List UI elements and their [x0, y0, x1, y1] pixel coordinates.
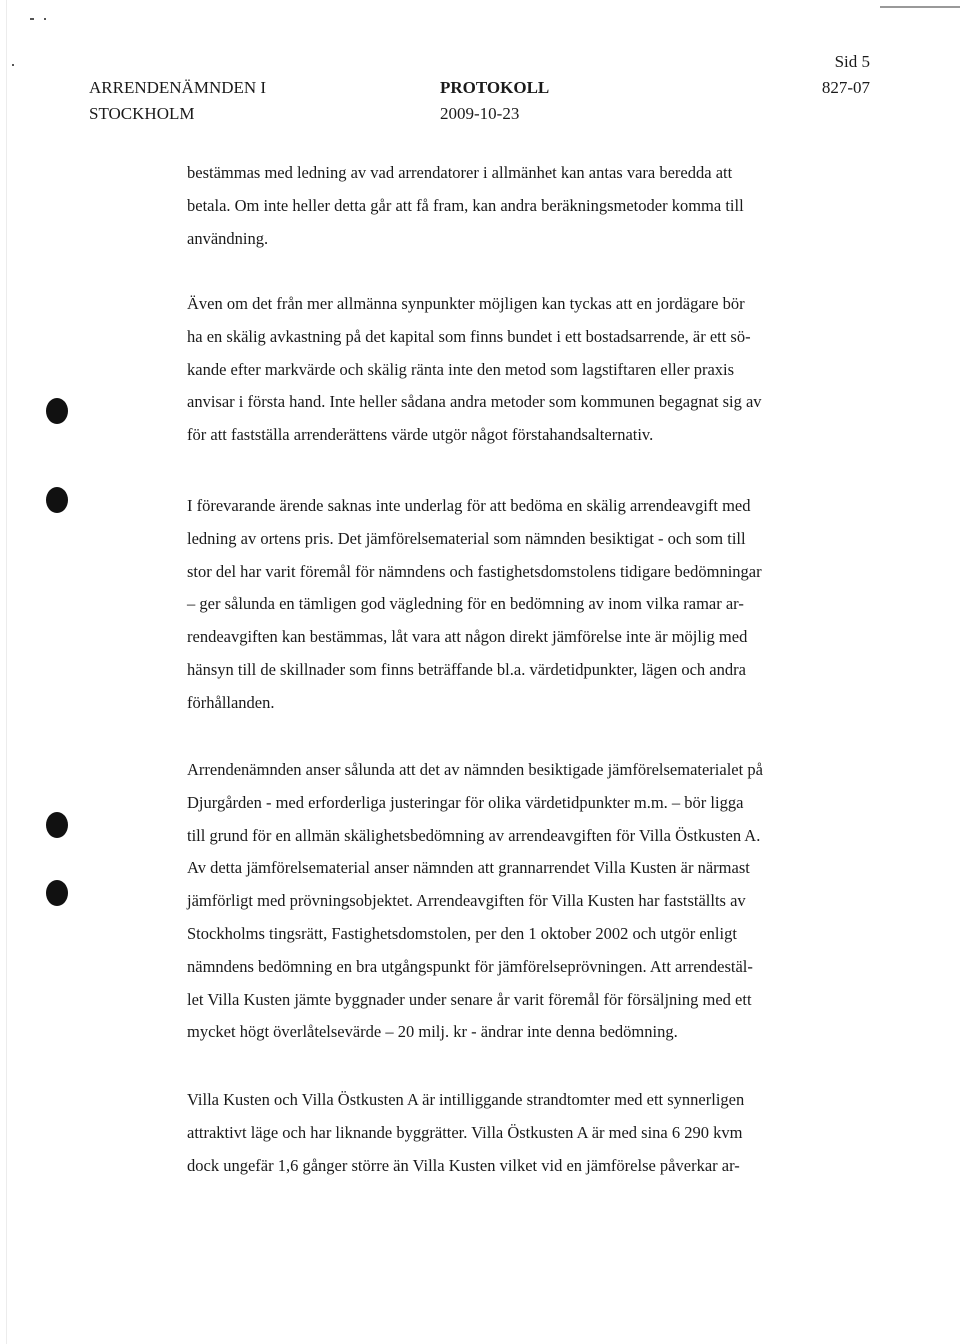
scan-speck [12, 64, 14, 66]
header-protocol [440, 75, 549, 127]
text-line: för att fastställa arrenderättens värde utgör något förstahandsalternativ. [187, 425, 654, 445]
text-line: Av detta jämförelsematerial anser nämnden att grannarrendet Villa Kusten är närmast [187, 858, 750, 878]
text-line: bestämmas med ledning av vad arrendatorer i allmänhet kan antas vara beredda att [187, 163, 733, 182]
header-org-line2: STOCKHOLM [89, 104, 195, 123]
header-org-line1: ARRENDENÄMNDEN I [89, 78, 267, 97]
paragraph [187, 754, 847, 1049]
header-doc-type: PROTOKOLL [440, 78, 550, 97]
paragraph [187, 157, 847, 255]
text-line: Arrendenämnden anser sålunda att det av nämnden besiktigade jämförelsematerialet på [187, 760, 763, 779]
text-line: användning. [187, 228, 269, 248]
text-line: stor del har varit föremål för nämndens och fastighetsdomstolens tidigare bedömningar [187, 561, 762, 581]
text-line: dock ungefär 1,6 gånger större än Villa Kusten vilket vid en jämförelse påverkar ar- [187, 1155, 740, 1175]
text-line: attraktivt läge och har liknande byggrätter. Villa Östkusten A är med sina 6 290 kvm [187, 1122, 743, 1142]
header-page-info [808, 49, 870, 101]
header-page-label: Sid 5 [834, 52, 870, 71]
text-line: anvisar i första hand. Inte heller sådana andra metoder som kommunen begagnat sig av [187, 392, 762, 412]
paragraph [187, 490, 847, 720]
punch-hole [46, 880, 68, 906]
text-line: förhållanden. [187, 692, 275, 712]
text-line: rendeavgiften kan bestämmas, låt vara att någon direkt jämförelse inte är möjlig med [187, 627, 748, 647]
paragraph [187, 1084, 847, 1182]
punch-hole [46, 398, 68, 424]
scan-edge [6, 0, 7, 1344]
text-line: kande efter markvärde och skälig ränta inte den metod som lagstiftaren eller praxis [187, 359, 735, 379]
text-line: ha en skälig avkastning på det kapital som finns bundet i ett bostadsarrende, är ett sö- [187, 326, 751, 346]
text-line: let Villa Kusten jämte byggnader under senare år varit föremål för försäljning med ett [187, 989, 752, 1009]
text-line: Djurgården - med erforderliga justeringar för olika värdetidpunkter m.m. – bör ligga [187, 792, 744, 812]
text-line: I förevarande ärende saknas inte underlag för att bedöma en skälig arrendeavgift med [187, 496, 751, 515]
punch-hole [46, 812, 68, 838]
header-date: 2009-10-23 [440, 104, 520, 123]
text-line: – ger sålunda en tämligen god vägledning för en bedömning av inom vilka ramar ar- [187, 594, 744, 614]
scan-speck [44, 18, 46, 20]
scan-artifact-line [880, 6, 960, 8]
punch-hole [46, 487, 68, 513]
text-line: ledning av ortens pris. Det jämförelsematerial som nämnden besiktigat - och som till [187, 528, 746, 548]
text-line: till grund för en allmän skälighetsbedömning av arrendeavgiften för Villa Östkusten A. [187, 825, 761, 845]
header-organization [89, 75, 266, 127]
text-line: jämförligt med prövningsobjektet. Arrendeavgiften för Villa Kusten har fastställts av [187, 891, 746, 911]
text-line: Stockholms tingsrätt, Fastighetsdomstolen, per den 1 oktober 2002 och utgör enligt [187, 923, 737, 943]
text-line: Även om det från mer allmänna synpunkter möjligen kan tyckas att en jordägare bör [187, 294, 745, 313]
text-line: mycket högt överlåtelsevärde – 20 milj. kr - ändrar inte denna bedömning. [187, 1022, 678, 1042]
text-line: betala. Om inte heller detta går att få fram, kan andra beräkningsmetoder komma till [187, 195, 744, 215]
text-line: nämndens bedömning en bra utgångspunkt för jämförelseprövningen. Att arrendestäl- [187, 956, 753, 976]
paragraph [187, 288, 847, 452]
text-line: Villa Kusten och Villa Östkusten A är intilliggande strandtomter med ett synnerligen [187, 1090, 745, 1109]
header-case-number: 827-07 [821, 78, 870, 97]
text-line: hänsyn till de skillnader som finns beträffande bl.a. värdetidpunkter, lägen och andra [187, 659, 746, 679]
scan-speck [30, 18, 34, 20]
